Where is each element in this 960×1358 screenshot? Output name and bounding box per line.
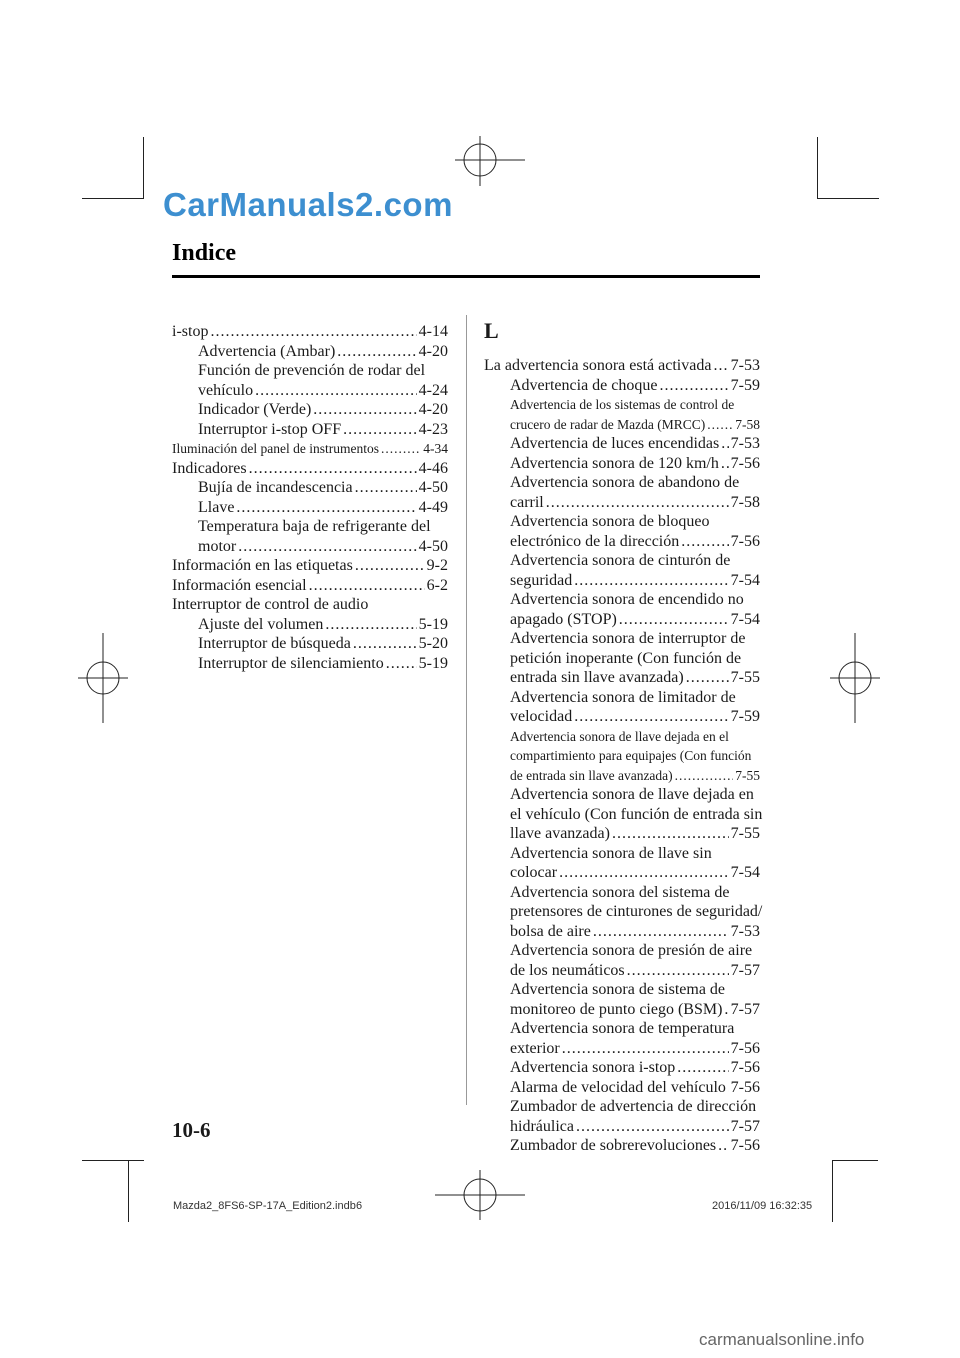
dot-leader — [249, 459, 417, 479]
letter-heading: L — [484, 318, 499, 343]
index-entry-page: 7-56 — [730, 1039, 760, 1057]
index-entry[interactable] — [484, 395, 760, 434]
index-entry-line — [510, 590, 760, 610]
index-entry-line — [510, 824, 760, 844]
index-entry-line — [172, 556, 448, 576]
index-entry-text: Advertencia sonora de llave dejada en el — [510, 728, 729, 744]
index-entry[interactable] — [172, 576, 448, 596]
index-entry-text: Zumbador de advertencia de dirección — [510, 1098, 757, 1115]
index-entry-line — [198, 498, 448, 518]
index-entry-line — [198, 517, 448, 537]
index-entry-page: 7-56 — [730, 1078, 760, 1096]
dot-leader — [574, 707, 728, 727]
index-entry-line — [510, 1117, 760, 1137]
dot-leader — [721, 454, 729, 474]
index-entry-page: 7-56 — [730, 454, 760, 472]
index-entry-line — [510, 649, 760, 669]
index-entry-text: Función de prevención de rodar del — [198, 362, 426, 379]
index-entry[interactable] — [172, 478, 448, 498]
dot-leader — [593, 922, 729, 942]
index-entry-line — [172, 439, 448, 459]
index-entry-page: 4-34 — [423, 441, 448, 456]
index-entry-line — [510, 941, 760, 961]
index-entry-text: Advertencia sonora de llave sin — [510, 844, 712, 862]
index-column-right — [484, 356, 763, 1156]
index-entry-line — [198, 420, 448, 440]
index-entry[interactable] — [484, 629, 760, 688]
index-entry[interactable] — [484, 590, 760, 629]
index-entry-page: 7-54 — [730, 571, 760, 589]
dot-leader — [713, 356, 728, 376]
index-entry-text: vehículo — [198, 381, 254, 399]
watermark-logo[interactable]: CarManuals2.com — [163, 186, 453, 223]
index-entry-page: 7-55 — [730, 669, 760, 686]
footer-sheet: 6 — [356, 1200, 363, 1212]
dot-leader — [309, 576, 425, 596]
dot-leader — [574, 571, 728, 591]
index-entry-page: 6-2 — [426, 576, 448, 594]
dot-leader — [612, 824, 729, 844]
index-entry[interactable] — [484, 551, 760, 590]
index-entry[interactable] — [484, 356, 760, 376]
page-number: 10-6 — [172, 1118, 211, 1142]
dot-leader — [559, 863, 729, 883]
index-entry-text: Interruptor i-stop OFF — [198, 420, 342, 438]
crop-mark — [817, 198, 879, 199]
index-entry[interactable] — [172, 615, 448, 635]
index-entry-line — [510, 707, 760, 727]
footer-site-watermark[interactable]: carmanualsonline.info — [699, 1330, 865, 1349]
index-entry-page: 5-19 — [418, 615, 448, 633]
index-entry[interactable] — [484, 844, 760, 883]
dot-leader — [724, 1000, 728, 1020]
index-entry[interactable] — [172, 361, 448, 400]
index-entry-line — [510, 1019, 760, 1039]
index-entry-line — [510, 473, 760, 493]
index-entry-text: llave avanzada) — [510, 825, 610, 842]
dot-leader — [343, 420, 417, 440]
crop-mark — [817, 137, 818, 199]
index-entry-line — [510, 902, 763, 922]
index-entry-page: 7-58 — [730, 493, 760, 511]
index-entry[interactable] — [172, 556, 448, 576]
index-column-left — [172, 322, 448, 673]
dot-leader — [677, 1058, 728, 1078]
index-entry-line — [510, 395, 760, 415]
index-entry[interactable] — [484, 941, 760, 980]
index-entry-text: apagado (STOP) — [510, 610, 617, 628]
index-entry-text: Información en las etiquetas — [172, 557, 353, 574]
index-entry-text: hidráulica — [510, 1117, 574, 1135]
index-entry-text: Indicador (Verde) — [198, 401, 312, 418]
index-entry[interactable] — [172, 420, 448, 440]
index-entry-line — [510, 844, 760, 864]
index-entry[interactable] — [484, 473, 760, 512]
index-entry-text: Advertencia sonora de temperatura — [510, 1020, 735, 1037]
index-entry-line — [510, 922, 760, 942]
index-entry[interactable] — [484, 376, 760, 396]
index-entry-text: Advertencia de luces encendidas — [510, 435, 720, 452]
index-entry[interactable] — [172, 439, 448, 459]
index-entry-line — [510, 1136, 760, 1156]
index-entry-page: 4-50 — [418, 479, 448, 496]
index-entry-line — [510, 688, 760, 708]
dot-leader — [675, 766, 734, 786]
index-entry[interactable] — [484, 434, 760, 454]
index-entry-line — [510, 629, 760, 649]
dot-leader — [236, 498, 416, 518]
index-entry-text: bolsa de aire — [510, 922, 591, 940]
dot-leader — [562, 1039, 729, 1059]
index-entry-text: Zumbador de sobrerevoluciones — [510, 1137, 717, 1154]
index-entry-page: 4-14 — [418, 323, 448, 340]
index-entry-line — [510, 863, 760, 883]
index-entry-page: 5-19 — [418, 654, 448, 672]
index-entry-page: 7-56 — [730, 1137, 760, 1154]
index-entry[interactable] — [484, 1019, 760, 1058]
index-entry-line — [510, 668, 760, 688]
index-entry-page: 4-24 — [418, 381, 448, 399]
index-entry[interactable] — [484, 727, 760, 786]
index-entry-page: 7-56 — [730, 532, 760, 550]
index-entry[interactable] — [172, 654, 448, 674]
index-entry-page: 4-50 — [418, 537, 448, 555]
index-entry-page: 7-53 — [730, 922, 760, 940]
index-entry-line — [510, 980, 760, 1000]
index-entry-text: Interruptor de búsqueda — [198, 635, 351, 652]
dot-leader — [627, 961, 729, 981]
index-entry-line — [172, 322, 448, 342]
index-entry-line — [172, 459, 448, 479]
index-entry-text: Llave — [198, 498, 235, 516]
index-entry[interactable] — [484, 785, 763, 844]
index-entry-page: 7-57 — [730, 1117, 760, 1135]
registration-mark-icon — [830, 633, 880, 723]
index-entry-page: 7-56 — [730, 1059, 760, 1076]
index-entry-page: 7-58 — [735, 416, 760, 432]
index-entry-page: 5-20 — [418, 635, 448, 652]
index-entry-text: motor — [198, 537, 237, 555]
index-entry-text: entrada sin llave avanzada) — [510, 669, 684, 686]
index-entry-page: 4-46 — [418, 459, 448, 477]
index-entry-line — [510, 805, 763, 825]
index-entry-text: Advertencia sonora del sistema de — [510, 883, 730, 901]
index-entry-text: Bujía de incandescencia — [198, 479, 353, 496]
index-entry-text: exterior — [510, 1039, 560, 1057]
dot-leader — [313, 400, 416, 420]
dot-leader — [721, 434, 728, 454]
index-entry-page: 7-53 — [730, 357, 760, 374]
index-entry-line — [510, 532, 760, 552]
index-entry-text: i-stop — [172, 323, 209, 340]
index-entry[interactable] — [172, 400, 448, 420]
index-entry-page: 7-53 — [730, 435, 760, 452]
index-entry-text: compartimiento para equipajes (Con función — [510, 748, 752, 763]
index-entry-page: 7-54 — [730, 610, 760, 628]
index-entry-line — [198, 400, 448, 420]
index-entry-text: el vehículo (Con función de entrada sin — [510, 805, 763, 823]
dot-leader — [681, 532, 728, 552]
index-entry-line — [198, 381, 448, 401]
index-entry-text: Ajuste del volumen — [198, 615, 324, 633]
footer-timestamp: 2016/11/09 16:32:35 — [712, 1200, 813, 1212]
dot-leader — [238, 537, 416, 557]
index-entry-page: 7-59 — [730, 708, 760, 725]
crop-mark — [82, 1160, 144, 1161]
index-entry-line — [510, 1000, 760, 1020]
index-entry-text: Indicadores — [172, 459, 247, 477]
index-entry-text: Alarma de velocidad del vehículo — [510, 1078, 726, 1096]
dot-leader — [325, 615, 416, 635]
index-entry-page: 4-23 — [418, 420, 448, 438]
dot-leader — [210, 322, 416, 342]
title-divider — [172, 275, 760, 278]
index-entry-text: monitoreo de punto ciego (BSM) — [510, 1000, 723, 1018]
index-entry-page: 7-57 — [730, 1000, 760, 1018]
dot-leader — [619, 610, 729, 630]
index-entry-text: Advertencia sonora de abandono de — [510, 474, 740, 491]
footer-filename: Mazda2_8FS6-SP-17A_Edition2.indb — [173, 1200, 356, 1212]
index-entry-text: Interruptor de control de audio — [172, 596, 369, 613]
index-entry-line — [510, 883, 760, 903]
index-entry[interactable] — [484, 1058, 760, 1078]
index-entry-line — [510, 1078, 760, 1098]
index-entry[interactable] — [484, 454, 760, 474]
index-entry-text: de los neumáticos — [510, 961, 625, 979]
index-entry-text: Advertencia sonora de sistema de — [510, 981, 726, 998]
index-entry[interactable] — [484, 883, 763, 942]
index-entry-line — [510, 785, 760, 805]
index-entry-text: Advertencia sonora de encendido no — [510, 591, 744, 608]
dot-leader — [576, 1117, 729, 1137]
dot-leader — [728, 1078, 729, 1098]
index-entry-line — [510, 571, 760, 591]
index-entry-text: Advertencia sonora de bloqueo — [510, 513, 710, 530]
index-entry-text: seguridad — [510, 571, 573, 589]
index-entry[interactable] — [172, 498, 448, 518]
index-entry-line — [510, 1039, 760, 1059]
index-entry-text: Advertencia sonora de llave dejada en — [510, 786, 754, 803]
index-entry-line — [510, 376, 760, 396]
dot-leader — [707, 415, 733, 435]
crop-mark — [832, 1160, 878, 1161]
index-entry-line — [510, 434, 760, 454]
index-entry-text: velocidad — [510, 708, 573, 725]
dot-leader — [353, 634, 417, 654]
index-entry[interactable] — [172, 634, 448, 654]
index-entry[interactable] — [484, 688, 760, 727]
index-entry[interactable] — [484, 512, 760, 551]
index-entry-line — [510, 454, 760, 474]
index-entry-line — [198, 361, 448, 381]
index-entry[interactable] — [172, 342, 448, 362]
index-entry-page: 4-49 — [418, 498, 448, 516]
index-entry-text: electrónico de la dirección — [510, 532, 680, 550]
index-entry-line — [510, 493, 760, 513]
index-entry-line — [198, 634, 448, 654]
index-entry-line — [510, 727, 760, 747]
index-entry-line — [510, 1058, 760, 1078]
index-entry-line — [510, 766, 760, 786]
index-entry[interactable] — [172, 595, 448, 615]
index-entry[interactable] — [484, 1136, 760, 1156]
index-entry-text: Información esencial — [172, 576, 307, 594]
index-entry-page: 4-20 — [418, 342, 448, 360]
dot-leader — [659, 376, 728, 396]
index-entry[interactable] — [172, 322, 448, 342]
index-entry-text: Temperatura baja de refrigerante del — [198, 518, 431, 535]
index-entry-page: 7-59 — [730, 376, 760, 394]
index-entry-text: Advertencia sonora de limitador de — [510, 688, 736, 706]
index-entry-text: La advertencia sonora está activada — [484, 357, 712, 374]
index-entry-text: Advertencia (Ambar) — [198, 342, 336, 360]
dot-leader — [386, 654, 417, 674]
index-entry-page: 9-2 — [426, 557, 448, 574]
index-entry-line — [172, 576, 448, 596]
index-entry-page: 7-55 — [730, 825, 760, 842]
index-entry-line — [510, 415, 760, 435]
index-entry-line — [198, 654, 448, 674]
index-entry-text: carril — [510, 493, 544, 511]
index-entry-line — [510, 961, 760, 981]
index-entry[interactable] — [484, 1097, 760, 1136]
column-divider — [466, 315, 467, 1105]
index-entry-text: Advertencia sonora i-stop — [510, 1059, 676, 1076]
index-entry-text: Advertencia de choque — [510, 376, 658, 394]
index-entry-text: pretensores de cinturones de seguridad/ — [510, 903, 763, 920]
index-entry-line — [172, 595, 448, 615]
dot-leader — [718, 1136, 729, 1156]
dot-leader — [255, 381, 417, 401]
crop-mark — [82, 198, 144, 199]
index-entry[interactable] — [172, 459, 448, 479]
dot-leader — [546, 493, 729, 513]
index-entry[interactable] — [172, 517, 448, 556]
dot-leader — [355, 556, 425, 576]
index-entry-line — [198, 615, 448, 635]
index-entry-line — [510, 1097, 760, 1117]
crop-mark — [143, 137, 144, 199]
crop-mark — [128, 1160, 129, 1222]
dot-leader — [337, 342, 416, 362]
registration-mark-icon — [435, 1170, 525, 1220]
index-entry-line — [198, 478, 448, 498]
dot-leader — [686, 668, 729, 688]
index-entry-text: Advertencia de los sistemas de control de — [510, 397, 735, 412]
index-entry-page: 4-20 — [418, 401, 448, 418]
index-entry-line — [510, 512, 760, 532]
index-entry-text: crucero de radar de Mazda (MRCC) — [510, 416, 706, 432]
index-entry-page: 7-57 — [730, 961, 760, 979]
index-entry-text: petición inoperante (Con función de — [510, 649, 742, 667]
index-entry-text: Advertencia sonora de 120 km/h — [510, 454, 719, 472]
index-entry-text: colocar — [510, 864, 558, 881]
index-entry-line — [510, 551, 760, 571]
crop-mark — [832, 1160, 833, 1222]
index-entry-line — [198, 342, 448, 362]
dot-leader — [355, 478, 417, 498]
index-entry-line — [510, 610, 760, 630]
index-entry-text: de entrada sin llave avanzada) — [510, 767, 673, 783]
index-entry-text: Interruptor de silenciamiento — [198, 654, 384, 672]
dot-leader — [381, 439, 421, 459]
index-entry-line — [510, 746, 760, 766]
index-entry-text: Advertencia sonora de interruptor de — [510, 630, 746, 647]
index-entry-page: 7-54 — [730, 864, 760, 881]
page-title: Indice — [172, 240, 237, 266]
index-entry[interactable] — [484, 1078, 760, 1098]
index-entry-page: 7-55 — [735, 767, 760, 783]
index-entry-text: Advertencia sonora de cinturón de — [510, 552, 731, 569]
index-entry-line — [484, 356, 760, 376]
index-entry-text: Advertencia sonora de presión de aire — [510, 942, 753, 959]
index-entry-text: Iluminación del panel de instrumentos — [172, 441, 379, 456]
index-entry[interactable] — [484, 980, 760, 1019]
index-entry-line — [198, 537, 448, 557]
registration-mark-icon — [455, 136, 525, 186]
registration-mark-icon — [78, 633, 128, 723]
